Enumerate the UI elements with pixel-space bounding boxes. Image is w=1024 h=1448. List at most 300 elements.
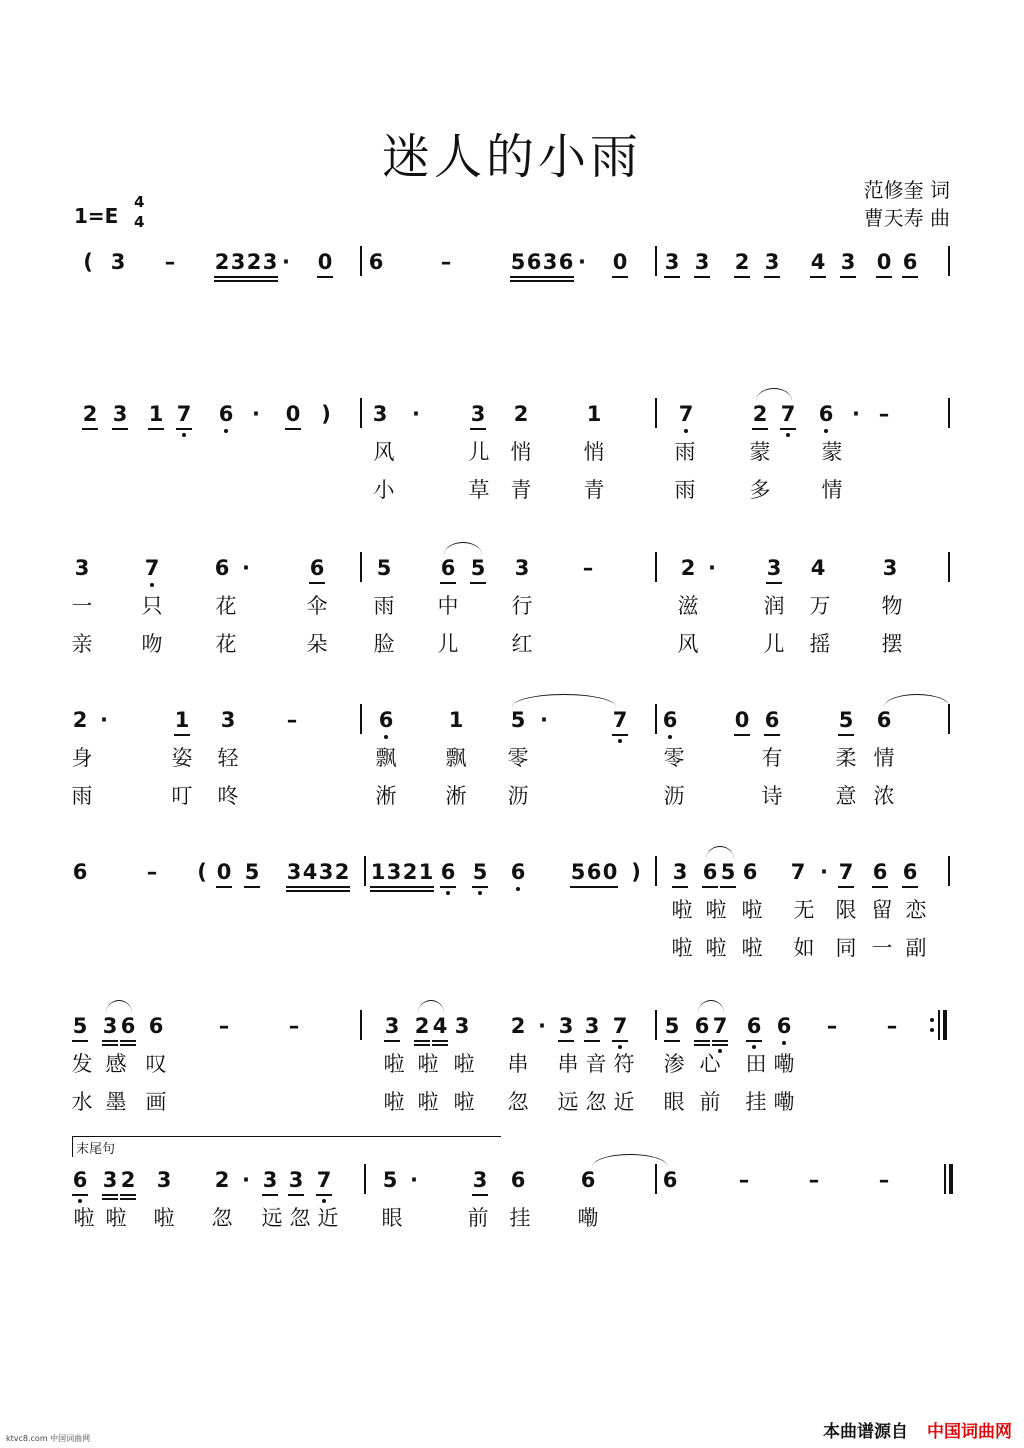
underline xyxy=(766,582,782,584)
underline xyxy=(440,582,456,584)
lyric-char: 一 xyxy=(71,594,93,618)
low-octave-dot xyxy=(384,735,388,739)
note: 1 xyxy=(174,708,190,732)
underline xyxy=(302,886,318,888)
underline xyxy=(734,734,750,736)
note: 6 xyxy=(526,250,542,274)
lyric-char: 画 xyxy=(145,1090,167,1114)
lyric-char: 雨 xyxy=(674,478,696,502)
note: 0 xyxy=(734,708,750,732)
lyric-char: 限 xyxy=(835,898,857,922)
barline xyxy=(948,856,950,886)
underline xyxy=(764,276,780,278)
note: 3 xyxy=(584,1014,600,1038)
lyric-char: 忽 xyxy=(289,1206,311,1230)
underline xyxy=(176,428,192,430)
note: 6 xyxy=(368,250,384,274)
lyric-char: 水 xyxy=(71,1090,93,1114)
note: 3 xyxy=(286,860,302,884)
note: 3 xyxy=(110,250,126,274)
note: 1 xyxy=(148,402,164,426)
lyric-char: 风 xyxy=(677,632,699,656)
note: 2 xyxy=(414,1014,430,1038)
low-octave-dot xyxy=(752,1045,756,1049)
note: 2 xyxy=(82,402,98,426)
note: · xyxy=(708,556,716,580)
lyric-char: 串 xyxy=(507,1052,529,1076)
low-octave-dot xyxy=(182,433,186,437)
note: 2 xyxy=(334,860,350,884)
underline xyxy=(174,734,190,736)
note: 3 xyxy=(112,402,128,426)
lyric-char: 行 xyxy=(511,594,533,618)
underline xyxy=(418,886,434,888)
lyric-char: 啦 xyxy=(453,1052,475,1076)
note: 6 xyxy=(440,860,456,884)
note: 3 xyxy=(672,860,688,884)
lyric-char: 啦 xyxy=(383,1052,405,1076)
note: 0 xyxy=(612,250,628,274)
note: 4 xyxy=(302,860,318,884)
note: 3 xyxy=(102,1168,118,1192)
lyric-char: 蒙 xyxy=(821,440,843,464)
lyric-char: 发 xyxy=(71,1052,93,1076)
note: 6 xyxy=(214,556,230,580)
underline xyxy=(318,886,334,888)
underline xyxy=(414,1040,430,1042)
note: – xyxy=(164,250,176,274)
note: 6 xyxy=(558,250,574,274)
lyric-char: 情 xyxy=(873,746,895,770)
note: 7 xyxy=(316,1168,332,1192)
note: · xyxy=(820,860,828,884)
note: – xyxy=(738,1168,750,1192)
note: 6 xyxy=(586,860,602,884)
lyric-char: 恋 xyxy=(905,898,927,922)
note: 3 xyxy=(664,250,680,274)
repeat-dot xyxy=(930,1018,934,1022)
low-octave-dot xyxy=(478,891,482,895)
barline xyxy=(655,856,657,886)
lyric-char: 蒙 xyxy=(749,440,771,464)
low-octave-dot xyxy=(618,739,622,743)
barline xyxy=(943,1010,947,1040)
underline xyxy=(318,890,334,892)
low-octave-dot xyxy=(150,583,154,587)
barline xyxy=(655,1010,657,1040)
lyric-char: 浓 xyxy=(873,784,895,808)
lyric-char: 挂 xyxy=(509,1206,531,1230)
lyric-char: 墨 xyxy=(105,1090,127,1114)
composer-credit: 曹天寿 曲 xyxy=(863,206,950,230)
underline xyxy=(720,886,736,888)
lyric-char: 啦 xyxy=(671,898,693,922)
note: 6 xyxy=(902,250,918,274)
underline xyxy=(120,1198,136,1200)
underline xyxy=(472,886,488,888)
note: 7 xyxy=(790,860,806,884)
note: 5 xyxy=(472,860,488,884)
note: – xyxy=(288,1014,300,1038)
underline xyxy=(664,1040,680,1042)
underline xyxy=(612,276,628,278)
underline xyxy=(838,886,854,888)
underline xyxy=(214,276,230,278)
underline xyxy=(112,428,128,430)
underline xyxy=(840,276,856,278)
note: 3 xyxy=(74,556,90,580)
lyric-char: 意 xyxy=(835,784,857,808)
note: 3 xyxy=(384,1014,400,1038)
low-octave-dot xyxy=(824,429,828,433)
underline xyxy=(230,276,246,278)
slur xyxy=(884,694,950,707)
lyric-char: 啦 xyxy=(73,1206,95,1230)
time-signature-top: 4 xyxy=(134,193,145,211)
lyric-char: 儿 xyxy=(763,632,785,656)
barline xyxy=(948,398,950,428)
lyric-char: 沥 xyxy=(507,784,529,808)
note: 6 xyxy=(872,860,888,884)
underline xyxy=(72,1194,88,1196)
note: 6 xyxy=(580,1168,596,1192)
watermark-left: ktvc8.com 中国词曲网 xyxy=(6,1434,91,1443)
lyric-char: 有 xyxy=(761,746,783,770)
lyric-char: 忽 xyxy=(585,1090,607,1114)
low-octave-dot xyxy=(322,1199,326,1203)
lyric-char: 零 xyxy=(507,746,529,770)
time-signature-bottom: 4 xyxy=(134,213,145,231)
lyric-char: 近 xyxy=(613,1090,635,1114)
lyric-char: 前 xyxy=(467,1206,489,1230)
note: 3 xyxy=(558,1014,574,1038)
note: 6 xyxy=(218,402,234,426)
key-signature: 1=E xyxy=(74,204,119,228)
underline xyxy=(558,1040,574,1042)
lyric-char: 渗 xyxy=(663,1052,685,1076)
time-signature xyxy=(134,192,144,232)
barline xyxy=(360,1010,362,1040)
lyric-char: 前 xyxy=(699,1090,721,1114)
note: 3 xyxy=(882,556,898,580)
lyric-char: 雨 xyxy=(71,784,93,808)
note: 1 xyxy=(448,708,464,732)
lyric-char: 飘 xyxy=(445,746,467,770)
note: 3 xyxy=(542,250,558,274)
lyric-char: 身 xyxy=(71,746,93,770)
note: 3 xyxy=(454,1014,470,1038)
note: 2 xyxy=(246,250,262,274)
lyric-char: 多 xyxy=(749,478,771,502)
note: – xyxy=(826,1014,838,1038)
lyric-char: 儿 xyxy=(468,440,490,464)
lyric-char: 叹 xyxy=(145,1052,167,1076)
underline xyxy=(510,280,526,282)
underline xyxy=(370,886,386,888)
underline xyxy=(584,1040,600,1042)
underline xyxy=(440,886,456,888)
note: 1 xyxy=(586,402,602,426)
underline xyxy=(262,1194,278,1196)
note: ( xyxy=(197,860,207,884)
note: 6 xyxy=(818,402,834,426)
low-octave-dot xyxy=(516,887,520,891)
note: · xyxy=(242,1168,250,1192)
note: 6 xyxy=(876,708,892,732)
note: 5 xyxy=(510,250,526,274)
note: – xyxy=(218,1014,230,1038)
underline xyxy=(432,1040,448,1042)
note: 6 xyxy=(902,860,918,884)
underline xyxy=(712,1044,728,1046)
lyric-char: 啦 xyxy=(671,936,693,960)
note: 6 xyxy=(702,860,718,884)
underline xyxy=(694,1044,710,1046)
lyric-char: 啦 xyxy=(105,1206,127,1230)
barline xyxy=(360,398,362,428)
underline xyxy=(309,582,325,584)
underline xyxy=(120,1044,136,1046)
underline xyxy=(414,1044,430,1046)
lyric-char: 同 xyxy=(835,936,857,960)
underline xyxy=(384,1040,400,1042)
lyric-char: 零 xyxy=(663,746,685,770)
lyric-char: 嘞 xyxy=(577,1206,599,1230)
note: 3 xyxy=(470,402,486,426)
lyric-char: 小 xyxy=(373,478,395,502)
underline xyxy=(214,280,230,282)
lyric-char: 啦 xyxy=(383,1090,405,1114)
note: 3 xyxy=(766,556,782,580)
lyric-char: 飘 xyxy=(375,746,397,770)
lyric-char: 物 xyxy=(881,594,903,618)
note: · xyxy=(412,402,420,426)
barline xyxy=(360,704,362,734)
note: 3 xyxy=(102,1014,118,1038)
note: 0 xyxy=(602,860,618,884)
underline xyxy=(262,276,278,278)
underline xyxy=(316,1194,332,1196)
underline xyxy=(810,276,826,278)
low-octave-dot xyxy=(684,429,688,433)
underline xyxy=(570,886,586,888)
note: · xyxy=(852,402,860,426)
underline xyxy=(694,1040,710,1042)
lyric-char: 啦 xyxy=(705,936,727,960)
underline xyxy=(746,1040,762,1042)
note: 1 xyxy=(370,860,386,884)
note: 4 xyxy=(810,556,826,580)
underline xyxy=(102,1044,118,1046)
note: 0 xyxy=(216,860,232,884)
underline xyxy=(876,276,892,278)
underline xyxy=(472,1194,488,1196)
underline xyxy=(558,280,574,282)
note: 3 xyxy=(472,1168,488,1192)
underline xyxy=(286,886,302,888)
underline xyxy=(246,276,262,278)
underline xyxy=(82,428,98,430)
lyric-char: 花 xyxy=(215,632,237,656)
low-octave-dot xyxy=(78,1199,82,1203)
lyric-char: 符 xyxy=(613,1052,635,1076)
underline xyxy=(734,276,750,278)
song-title: 迷人的小雨 xyxy=(381,129,642,185)
lyric-char: 姿 xyxy=(171,746,193,770)
underline xyxy=(872,886,888,888)
underline xyxy=(902,276,918,278)
lyric-char: 如 xyxy=(793,936,815,960)
lyricist-credit: 范修奎 词 xyxy=(863,178,950,202)
underline xyxy=(244,886,260,888)
lyric-char: 一 xyxy=(871,936,893,960)
underline xyxy=(470,582,486,584)
slur xyxy=(106,1000,132,1013)
note: 6 xyxy=(148,1014,164,1038)
barline xyxy=(360,552,362,582)
note: 6 xyxy=(764,708,780,732)
lyric-char: 朵 xyxy=(306,632,328,656)
underline xyxy=(402,890,418,892)
note: ( xyxy=(83,250,93,274)
note: – xyxy=(886,1014,898,1038)
note: – xyxy=(146,860,158,884)
note: 5 xyxy=(720,860,736,884)
note: · xyxy=(578,250,586,274)
watermark-site-link[interactable]: 中国词曲网 xyxy=(927,1422,1012,1442)
underline xyxy=(302,890,318,892)
underline xyxy=(602,886,618,888)
lyric-char: 啦 xyxy=(417,1052,439,1076)
underline xyxy=(838,734,854,736)
lyric-char: 红 xyxy=(511,632,533,656)
lyric-char: 悄 xyxy=(583,440,605,464)
underline xyxy=(334,890,350,892)
lyric-char: 嘞 xyxy=(773,1090,795,1114)
note: 2 xyxy=(734,250,750,274)
note: 2 xyxy=(120,1168,136,1192)
underline xyxy=(288,1194,304,1196)
note: 5 xyxy=(244,860,260,884)
note: 3 xyxy=(318,860,334,884)
note: 6 xyxy=(662,708,678,732)
lyric-char: 万 xyxy=(809,594,831,618)
lyric-char: 嘞 xyxy=(773,1052,795,1076)
barline xyxy=(948,704,950,734)
note: 2 xyxy=(752,402,768,426)
note: 4 xyxy=(432,1014,448,1038)
note: 4 xyxy=(810,250,826,274)
note: 1 xyxy=(418,860,434,884)
note: 2 xyxy=(214,1168,230,1192)
barline xyxy=(364,1164,366,1194)
note: 6 xyxy=(510,860,526,884)
lyric-char: 淅 xyxy=(445,784,467,808)
lyric-char: 心 xyxy=(699,1052,721,1076)
note: 6 xyxy=(378,708,394,732)
slur xyxy=(756,388,792,401)
low-octave-dot xyxy=(668,735,672,739)
note: 7 xyxy=(780,402,796,426)
note: 6 xyxy=(746,1014,762,1038)
note: · xyxy=(540,708,548,732)
note: 2 xyxy=(513,402,529,426)
lyric-char: 淅 xyxy=(375,784,397,808)
lyric-char: 眼 xyxy=(381,1206,403,1230)
lyric-char: 悄 xyxy=(510,440,532,464)
underline xyxy=(246,280,262,282)
underline xyxy=(102,1194,118,1196)
note: 5 xyxy=(376,556,392,580)
note: 5 xyxy=(664,1014,680,1038)
slur xyxy=(706,846,734,859)
lyric-char: 中 xyxy=(437,594,459,618)
note: · xyxy=(538,1014,546,1038)
slur xyxy=(418,1000,444,1013)
note: 3 xyxy=(220,708,236,732)
lyric-char: 眼 xyxy=(663,1090,685,1114)
note: 3 xyxy=(764,250,780,274)
note: 7 xyxy=(838,860,854,884)
underline xyxy=(402,886,418,888)
note: 2 xyxy=(680,556,696,580)
lyric-char: 啦 xyxy=(153,1206,175,1230)
note: 5 xyxy=(838,708,854,732)
underline xyxy=(672,886,688,888)
low-octave-dot xyxy=(224,429,228,433)
lyric-char: 留 xyxy=(871,898,893,922)
note: 3 xyxy=(156,1168,172,1192)
underline xyxy=(780,428,796,430)
ending-box xyxy=(72,1136,501,1157)
lyric-char: 柔 xyxy=(835,746,857,770)
note: 6 xyxy=(309,556,325,580)
lyric-char: 情 xyxy=(821,478,843,502)
note: 2 xyxy=(72,708,88,732)
lyric-char: 草 xyxy=(468,478,490,502)
barline xyxy=(948,552,950,582)
underline xyxy=(542,280,558,282)
lyric-char: 儿 xyxy=(437,632,459,656)
note: – xyxy=(440,250,452,274)
lyric-char: 脸 xyxy=(373,632,395,656)
lyric-char: 青 xyxy=(583,478,605,502)
underline xyxy=(432,1044,448,1046)
slur xyxy=(444,542,482,555)
lyric-char: 感 xyxy=(105,1052,127,1076)
lyric-char: 风 xyxy=(373,440,395,464)
lyric-char: 花 xyxy=(215,594,237,618)
note: 7 xyxy=(612,708,628,732)
underline xyxy=(120,1040,136,1042)
underline xyxy=(317,276,333,278)
lyric-char: 叮 xyxy=(171,784,193,808)
note: · xyxy=(410,1168,418,1192)
note: 7 xyxy=(712,1014,728,1038)
lyric-char: 亲 xyxy=(71,632,93,656)
ending-label: 末尾句 xyxy=(76,1142,116,1157)
note: 0 xyxy=(285,402,301,426)
note: – xyxy=(808,1168,820,1192)
note: 3 xyxy=(262,1168,278,1192)
lyric-char: 田 xyxy=(745,1052,767,1076)
underline xyxy=(72,1040,88,1042)
barline xyxy=(655,704,657,734)
repeat-dot xyxy=(930,1028,934,1032)
lyric-char: 诗 xyxy=(761,784,783,808)
note: – xyxy=(878,402,890,426)
note: 5 xyxy=(72,1014,88,1038)
